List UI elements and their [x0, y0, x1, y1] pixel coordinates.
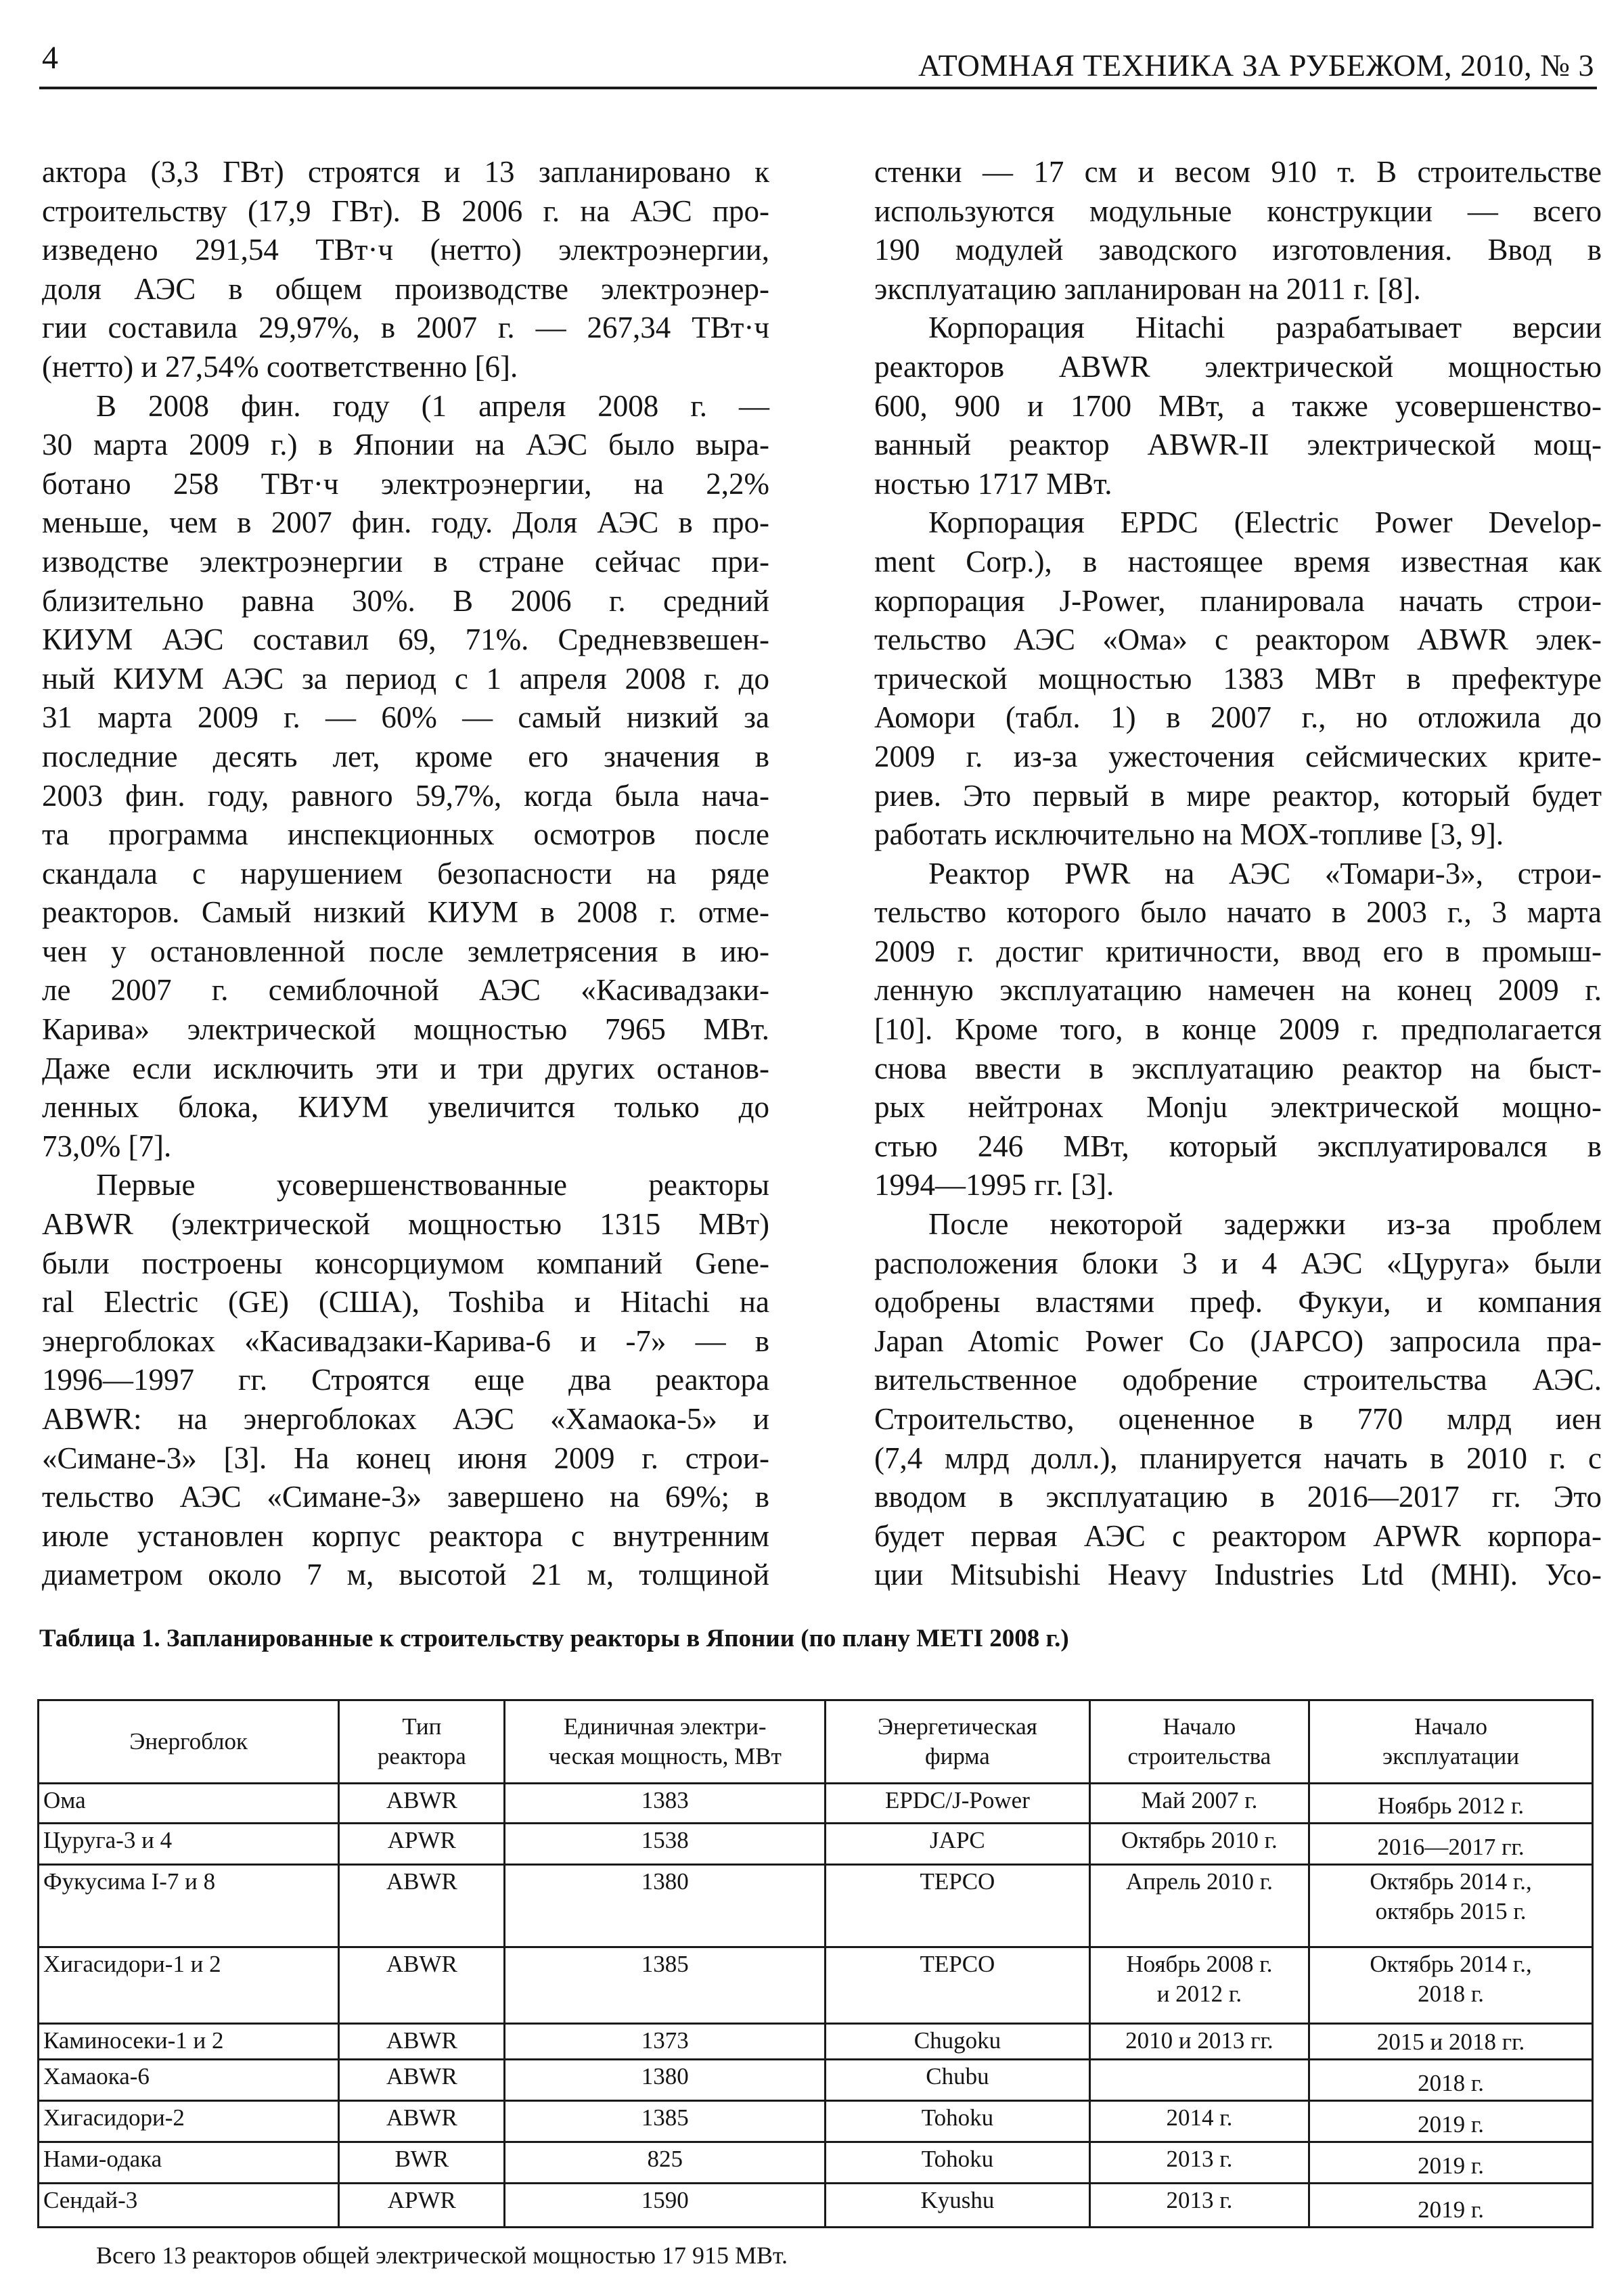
cell-text: 2019 г. — [1418, 2152, 1485, 2179]
table-row — [39, 1865, 1593, 1947]
table-cell — [1309, 2101, 1593, 2142]
text-line: близительно равна 30%. В 2006 г. средний — [42, 583, 769, 618]
text-line: стенки — 17 см и весом 910 т. В строительстве — [874, 155, 1602, 189]
cell-text: 1590 — [641, 2187, 689, 2213]
text-line: актора (3,3 ГВт) строятся и 13 запланировано к — [42, 155, 769, 189]
text-line: 2009 г. достиг критичности, ввод его в промыш- — [874, 934, 1602, 968]
text-line: ботано 258 ТВт·ч электроэнергии, на 2,2% — [42, 466, 769, 501]
text-line: скандала с нарушением безопасности на ряде — [42, 856, 769, 890]
table-cell — [1309, 1784, 1593, 1824]
cell-text: 1380 — [641, 1868, 689, 1895]
text-line: 1994—1995 гг. [3]. — [874, 1168, 1114, 1202]
header-text: Единичная электри- — [563, 1713, 767, 1740]
text-line: ванный реактор ABWR-II электрической мощ- — [874, 428, 1602, 462]
paragraph — [874, 1205, 1602, 1595]
table-cell — [1089, 2024, 1309, 2060]
table-row — [39, 1824, 1593, 1865]
header-text: фирма — [925, 1743, 990, 1769]
table-cell — [505, 2060, 826, 2101]
table-cell — [1089, 1865, 1309, 1947]
text-line: Корпорация EPDC (Electric Power Develop- — [928, 505, 1602, 540]
cell-text: Октябрь 2010 г. — [1121, 1827, 1278, 1853]
table-cell — [339, 2184, 505, 2228]
cell-text: JAPC — [930, 1827, 985, 1853]
cell-text: ABWR — [386, 2063, 457, 2090]
text-line: ный КИУМ АЭС за период с 1 апреля 2008 г. до — [42, 661, 769, 696]
cell-text: 1383 — [641, 1787, 689, 1813]
text-line: Первые усовершенствованные реакторы — [96, 1168, 769, 1202]
cell-text: Каминосеки-1 и 2 — [43, 2027, 224, 2054]
table-cell — [505, 1784, 826, 1824]
text-line: ностью 1717 МВт. — [874, 466, 1112, 501]
table-cell — [339, 2142, 505, 2184]
paragraph — [874, 855, 1602, 1205]
text-line: 30 марта 2009 г.) в Японии на АЭС было выра- — [42, 428, 769, 462]
table-cell — [826, 1824, 1090, 1865]
cell-text: 2013 г. — [1166, 2146, 1233, 2172]
right-column — [874, 153, 1602, 1595]
cell-text: Сендай-3 — [43, 2187, 138, 2213]
text-line: В 2008 фин. году (1 апреля 2008 г. — — [96, 388, 769, 423]
text-line: риев. Это первый в мире реактор, который будет — [874, 778, 1602, 813]
text-line: ле 2007 г. семиблочной АЭС «Касивадзаки- — [42, 973, 769, 1008]
table-cell — [1309, 1865, 1593, 1947]
text-line: ABWR (электрической мощностью 1315 МВт) — [42, 1207, 769, 1242]
text-line: Строительство, оцененное в 770 млрд иен — [874, 1402, 1602, 1436]
cell-text: 1385 — [641, 1951, 689, 1977]
table-cell — [1089, 1947, 1309, 2024]
table-cell — [39, 1947, 339, 2024]
cell-text: 2019 г. — [1418, 2111, 1485, 2138]
table-footnote: Всего 13 реакторов общей электрической мощностью 17 915 МВт. — [96, 2242, 788, 2269]
table-cell — [339, 1824, 505, 1865]
table-caption: Таблица 1. Запланированные к строительству реакторы в Японии (по плану METI 2008 г.) — [39, 1625, 1069, 1652]
cell-text: EPDC/J-Power — [884, 1787, 1030, 1813]
table-cell — [826, 1784, 1090, 1824]
column-header — [39, 1700, 339, 1784]
cell-text: 1373 — [641, 2027, 689, 2054]
table-cell — [39, 2142, 339, 2184]
table-cell — [826, 2142, 1090, 2184]
table-row — [39, 2184, 1593, 2228]
left-column — [42, 153, 769, 1595]
table-cell — [1309, 2142, 1593, 2184]
text-line: последние десять лет, кроме его значения в — [42, 739, 769, 773]
text-line: та программа инспекционных осмотров после — [42, 817, 769, 852]
text-line: ment Corp.), в настоящее время известная как — [874, 544, 1602, 579]
table-cell — [1309, 2060, 1593, 2101]
text-line: Реактор PWR на АЭС «Томари-3», строи- — [928, 856, 1602, 890]
text-line: 2003 фин. году, равного 59,7%, когда была нача- — [42, 778, 769, 813]
table-cell — [826, 2184, 1090, 2228]
text-line: были построены консорциумом компаний Gene- — [42, 1246, 769, 1280]
cell-text: ABWR — [386, 1787, 457, 1813]
table-row — [39, 2101, 1593, 2142]
cell-text: ABWR — [386, 1951, 457, 1977]
table-cell — [1309, 2184, 1593, 2228]
text-line: ral Electric (GE) (США), Toshiba и Hitachi на — [42, 1285, 769, 1319]
text-line: расположения блоки 3 и 4 АЭС «Цуруга» были — [874, 1246, 1602, 1280]
cell-text: Октябрь 2014 г., — [1370, 1951, 1532, 1977]
journal-header: АТОМНАЯ ТЕХНИКА ЗА РУБЕЖОМ, 2010, № 3 — [918, 48, 1594, 83]
table-cell — [505, 2024, 826, 2060]
text-line: эксплуатацию запланирован на 2011 г. [8]. — [874, 271, 1421, 306]
table-cell — [39, 2184, 339, 2228]
text-line: ции Mitsubishi Heavy Industries Ltd (MHI). Усо- — [874, 1558, 1602, 1592]
text-line: Аомори (табл. 1) в 2007 г., но отложила до — [874, 700, 1602, 735]
table-row — [39, 2060, 1593, 2101]
table-row — [39, 1784, 1593, 1824]
cell-text: Chubu — [926, 2063, 989, 2090]
text-line: КИУМ АЭС составил 69, 71%. Средневзвешен- — [42, 623, 769, 657]
cell-text: Апрель 2010 г. — [1125, 1868, 1273, 1895]
table-cell — [39, 1824, 339, 1865]
cell-text: Цуруга-3 и 4 — [43, 1827, 173, 1853]
text-line: ABWR: на энергоблоках АЭС «Хамаока-5» и — [42, 1402, 769, 1436]
text-line: будет первая АЭС с реактором APWR корпора- — [874, 1518, 1602, 1553]
text-line: рых нейтронах Monju электрической мощно- — [874, 1090, 1602, 1125]
column-header — [1089, 1700, 1309, 1784]
text-line: 73,0% [7]. — [42, 1129, 172, 1163]
cell-text: 2013 г. — [1166, 2187, 1233, 2213]
cell-text: 2010 и 2013 гг. — [1125, 2027, 1273, 2054]
table-row — [39, 2142, 1593, 2184]
text-line: изводстве электроэнергии в стране сейчас при- — [42, 544, 769, 579]
cell-text: 2018 г. — [1418, 1981, 1485, 2007]
cell-text: Май 2007 г. — [1141, 1787, 1258, 1813]
text-line: стью 246 МВт, который эксплуатировался в — [874, 1129, 1602, 1163]
cell-text: 2016—2017 гг. — [1377, 1834, 1525, 1860]
paragraph — [874, 153, 1602, 309]
cell-text: Хигасидори-1 и 2 — [43, 1951, 221, 1977]
table-cell — [505, 1865, 826, 1947]
text-line: (7,4 млрд долл.), планируется начать в 2010 г. с — [874, 1441, 1602, 1475]
cell-text: TEPCO — [920, 1951, 995, 1977]
text-line: доля АЭС в общем производстве электроэнер- — [42, 271, 769, 306]
table-cell — [39, 2060, 339, 2101]
header-text: Начало — [1163, 1713, 1236, 1740]
table-cell — [339, 1947, 505, 2024]
text-line: тельство которого было начато в 2003 г., 3 марта — [874, 895, 1602, 930]
table-row — [39, 1947, 1593, 2024]
cell-text: Хамаока-6 — [43, 2063, 150, 2090]
text-line: реакторов ABWR электрической мощностью — [874, 349, 1602, 384]
page-number: 4 — [42, 40, 58, 76]
text-line: Даже если исключить эти и три других останов- — [42, 1051, 769, 1085]
header-text: Тип — [402, 1713, 442, 1740]
header-text: эксплуатации — [1382, 1743, 1520, 1769]
reactor-table — [37, 1699, 1594, 2228]
cell-text: Chugoku — [914, 2027, 1001, 2054]
text-line: Japan Atomic Power Co (JAPCO) запросила пра- — [874, 1324, 1602, 1358]
cell-text: APWR — [387, 2187, 456, 2213]
table-cell — [505, 2142, 826, 2184]
text-line: корпорация J-Power, планировала начать строи- — [874, 583, 1602, 618]
table-header-row — [39, 1700, 1593, 1784]
paragraph — [42, 1166, 769, 1595]
table-cell — [339, 2024, 505, 2060]
table-cell — [1089, 2101, 1309, 2142]
text-line: [10]. Кроме того, в конце 2009 г. предполагается — [874, 1012, 1602, 1047]
text-line: энергоблоках «Касивадзаки-Карива-6 и -7» — в — [42, 1324, 769, 1358]
cell-text: Ноябрь 2008 г. — [1126, 1951, 1273, 1977]
cell-text: 1380 — [641, 2063, 689, 2090]
cell-text: Kyushu — [920, 2187, 995, 2213]
text-line: меньше, чем в 2007 фин. году. Доля АЭС в про- — [42, 505, 769, 540]
cell-text: Хигасидори-2 — [43, 2104, 185, 2131]
table-cell — [505, 2101, 826, 2142]
text-line: 600, 900 и 1700 МВт, а также усовершенство- — [874, 388, 1602, 423]
paragraph — [874, 503, 1602, 854]
cell-text: ABWR — [386, 2027, 457, 2054]
table-cell — [339, 2101, 505, 2142]
cell-text: Ноябрь 2012 г. — [1377, 1792, 1525, 1819]
table-cell — [826, 2060, 1090, 2101]
cell-text: 825 — [647, 2146, 683, 2172]
text-line: 2009 г. из-за ужесточения сейсмических крите- — [874, 739, 1602, 773]
column-header — [505, 1700, 826, 1784]
cell-text: Ома — [43, 1787, 86, 1813]
cell-text: октябрь 2015 г. — [1375, 1898, 1527, 1924]
table-row — [39, 2024, 1593, 2060]
cell-text: Tohoku — [921, 2146, 994, 2172]
header-text: ческая мощность, МВт — [548, 1743, 782, 1769]
table-cell — [505, 1824, 826, 1865]
table-cell — [339, 1865, 505, 1947]
cell-text: Октябрь 2014 г., — [1370, 1868, 1532, 1895]
table-cell — [826, 1865, 1090, 1947]
cell-text: BWR — [394, 2146, 449, 2172]
paragraph — [42, 153, 769, 387]
text-line: чен у остановленной после землетрясения в ию- — [42, 934, 769, 968]
text-line: тельство АЭС «Ома» с реактором ABWR элек- — [874, 623, 1602, 657]
text-line: (нетто) и 27,54% соответственно [6]. — [42, 349, 518, 384]
cell-text: 1538 — [641, 1827, 689, 1853]
paragraph — [874, 309, 1602, 503]
table-cell — [39, 2101, 339, 2142]
table-cell — [1309, 1947, 1593, 2024]
cell-text: 2019 г. — [1418, 2196, 1485, 2223]
column-header — [826, 1700, 1090, 1784]
cell-text: ABWR — [386, 2104, 457, 2131]
cell-text: Фукусима I-7 и 8 — [43, 1868, 216, 1895]
table-cell — [339, 1784, 505, 1824]
table-cell — [826, 2024, 1090, 2060]
text-line: одобрены властями преф. Фукуи, и компания — [874, 1285, 1602, 1319]
table-cell — [1089, 1784, 1309, 1824]
table-cell — [1089, 1824, 1309, 1865]
cell-text: Нами-одака — [43, 2146, 162, 2172]
text-line: Корпорация Hitachi разрабатывает версии — [928, 311, 1602, 345]
cell-text: Tohoku — [921, 2104, 994, 2131]
table-cell — [39, 1865, 339, 1947]
text-line: 190 модулей заводского изготовления. Ввод в — [874, 233, 1602, 267]
cell-text: TEPCO — [920, 1868, 995, 1895]
cell-text: APWR — [387, 1827, 456, 1853]
header-text: строительства — [1127, 1743, 1271, 1769]
table-cell — [1309, 2024, 1593, 2060]
cell-text: 1385 — [641, 2104, 689, 2131]
text-line: используются модульные конструкции — всего — [874, 194, 1602, 228]
cell-text: 2015 и 2018 гг. — [1376, 2029, 1525, 2055]
table-cell — [1089, 2142, 1309, 2184]
table-cell — [505, 2184, 826, 2228]
text-line: «Симане-3» [3]. На конец июня 2009 г. строи- — [42, 1441, 769, 1475]
text-line: июле установлен корпус реактора с внутренним — [42, 1518, 769, 1553]
header-text: Энергетическая — [877, 1713, 1037, 1740]
cell-text: ABWR — [386, 1868, 457, 1895]
column-header — [1309, 1700, 1593, 1784]
header-rule — [39, 87, 1597, 89]
text-line: ленных блока, КИУМ увеличится только до — [42, 1090, 769, 1125]
table-cell — [39, 2024, 339, 2060]
text-line: строительству (17,9 ГВт). В 2006 г. на АЭС про- — [42, 194, 769, 228]
header-text: реактора — [377, 1743, 466, 1769]
cell-text: 2018 г. — [1418, 2070, 1485, 2096]
text-line: работать исключительно на МОХ-топливе [3, 9]. — [874, 817, 1504, 852]
paragraph — [42, 387, 769, 1167]
table-cell — [39, 1784, 339, 1824]
column-header — [339, 1700, 505, 1784]
table-cell — [505, 1947, 826, 2024]
text-line: После некоторой задержки из-за проблем — [928, 1207, 1602, 1242]
text-line: Карива» электрической мощностью 7965 МВт. — [42, 1012, 769, 1047]
table-cell — [1089, 2060, 1309, 2101]
table-cell — [339, 2060, 505, 2101]
text-line: вводом в эксплуатацию в 2016—2017 гг. Это — [874, 1480, 1602, 1514]
cell-text: 2014 г. — [1166, 2104, 1233, 2131]
text-line: 1996—1997 гг. Строятся еще два реактора — [42, 1363, 769, 1397]
text-line: 31 марта 2009 г. — 60% — самый низкий за — [42, 700, 769, 735]
text-line: трической мощностью 1383 МВт в префектуре — [874, 661, 1602, 696]
text-line: изведено 291,54 ТВт·ч (нетто) электроэнергии, — [42, 233, 769, 267]
header-text: Начало — [1414, 1713, 1487, 1740]
text-line: вительственное одобрение строительства АЭС. — [874, 1363, 1602, 1397]
text-line: реакторов. Самый низкий КИУМ в 2008 г. отме- — [42, 895, 769, 930]
table-cell — [826, 2101, 1090, 2142]
header-text: Энергоблок — [129, 1728, 248, 1755]
text-line: диаметром около 7 м, высотой 21 м, толщиной — [42, 1558, 769, 1592]
cell-text: и 2012 г. — [1156, 1981, 1242, 2007]
text-line: гии составила 29,97%, в 2007 г. — 267,34 ТВт·ч — [42, 311, 769, 345]
table-cell — [1309, 1824, 1593, 1865]
table-cell — [826, 1947, 1090, 2024]
table-cell — [1089, 2184, 1309, 2228]
text-line: снова ввести в эксплуатацию реактор на быст- — [874, 1051, 1602, 1085]
text-line: ленную эксплуатацию намечен на конец 2009 г. — [874, 973, 1602, 1008]
text-line: тельство АЭС «Симане-3» завершено на 69%; в — [42, 1480, 769, 1514]
